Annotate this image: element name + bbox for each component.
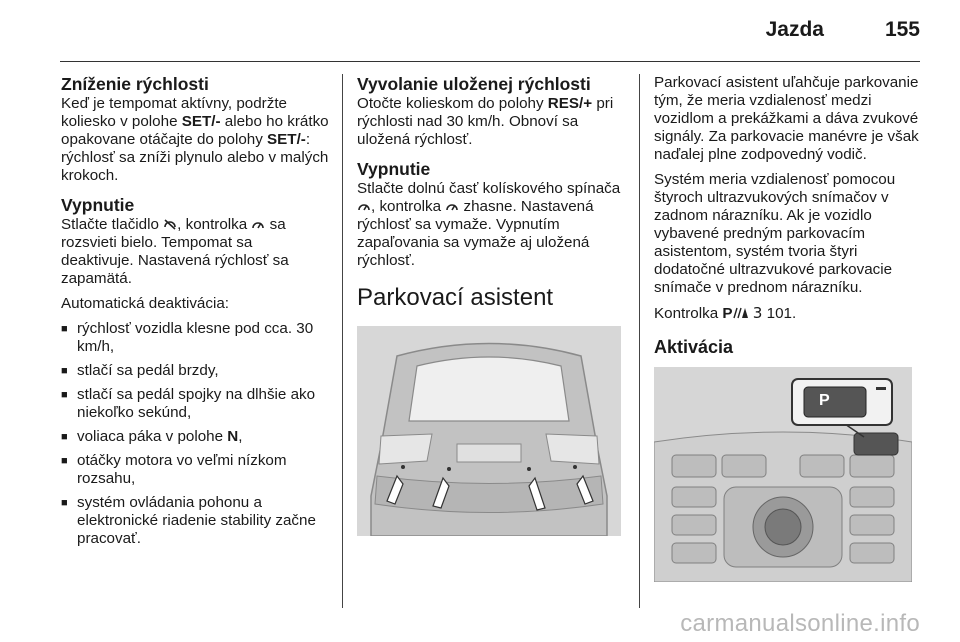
heading-deactivation-2: Vypnutie [357,159,431,179]
console-illustration [654,367,912,582]
auto-deactivation-list [61,320,329,548]
header-rule [60,61,920,62]
watermark: carmanualsonline.info [680,610,920,637]
page-reference-icon: 3 [752,304,763,322]
heading-speed-reduction: Zníženie rýchlosti [61,74,209,94]
paragraph-recall-speed: Otočte kolieskom do polohy RES/+ pri rýchlosti nad 30 km/h. Obnoví sa uložená rýchlosť. [357,95,614,148]
parking-assist-button-label: P [819,392,830,409]
cruise-indicator-icon [357,199,371,211]
list-item: ■ voliaca páka v polohe N, [61,428,329,446]
paragraph-deactivation-2: Stlačte dolnú časť kolískového spínača , kontrolka zhasne. Nastavená rýchlosť sa vymaže. Vypnutím zapaľovania sa vymaže aj uložená rýchlosť. [357,180,621,269]
section-name: Jazda [765,18,824,41]
cruise-indicator-icon [251,217,265,229]
heading-recall-speed: Vyvolanie uloženej rýchlosti [357,74,591,94]
list-item: ■ otáčky motora vo veľmi nízkom rozsahu, [61,452,329,488]
paragraph-speed-reduction: Keď je tempomat aktívny, podržte koliesko v polohe SET/- alebo ho krátko opakovane otáčajte do polohy SET/-: rýchlosť sa zníži plynulo alebo v malých krokoch. [61,95,329,184]
list-item: ■ stlačí sa pedál brzdy, [61,362,329,380]
column-2 [357,74,625,536]
column-divider-2 [639,74,640,608]
column-3 [654,74,924,582]
paragraph-indicator: Kontrolka P 3 101. [654,304,797,322]
cruise-off-icon [163,217,177,229]
heading-activation: Aktivácia [654,337,734,357]
list-item: ■ rýchlosť vozidla klesne pod cca. 30 km/h, [61,320,329,356]
paragraph-sensors: Systém meria vzdialenosť pomocou štyroch ultrazvukových snímačov v zadnom nárazníku. Ak je vozidlo vybavené predným parkovacím asistentom, systém tvoria štyri dodatočné ultrazvukové parkovacie snímače v prednom nárazníku. [654,171,896,296]
list-item: ■ systém ovládania pohonu a elektronické riadenie stability začne pracovať. [61,494,329,548]
paragraph-deactivation: Stlačte tlačidlo , kontrolka sa rozsvieti bielo. Tempomat sa deaktivuje. Nastavená rýchlosť sa zapamätá. [61,216,289,287]
section-title-parking-assist: Parkovací asistent [357,284,554,311]
column-1 [61,74,329,554]
rear-car-illustration [357,326,621,536]
parking-assist-icon [733,306,749,319]
cruise-indicator-icon [445,199,459,211]
paragraph-intro: Parkovací asistent uľahčuje parkovanie tým, že meria vzdialenosť medzi vozidlom a prekážkami a dáva zvukové signály. Za parkovacie manévre je však naďalej plne zodpovedný vodič. [654,74,919,163]
paragraph-auto-deactivation: Automatická deaktivácia: [61,295,229,312]
page-header [0,0,960,60]
page-number: 155 [884,18,920,41]
list-item: ■ stlačí sa pedál spojky na dlhšie ako niekoľko sekúnd, [61,386,329,422]
heading-deactivation: Vypnutie [61,195,135,215]
column-divider-1 [342,74,343,608]
